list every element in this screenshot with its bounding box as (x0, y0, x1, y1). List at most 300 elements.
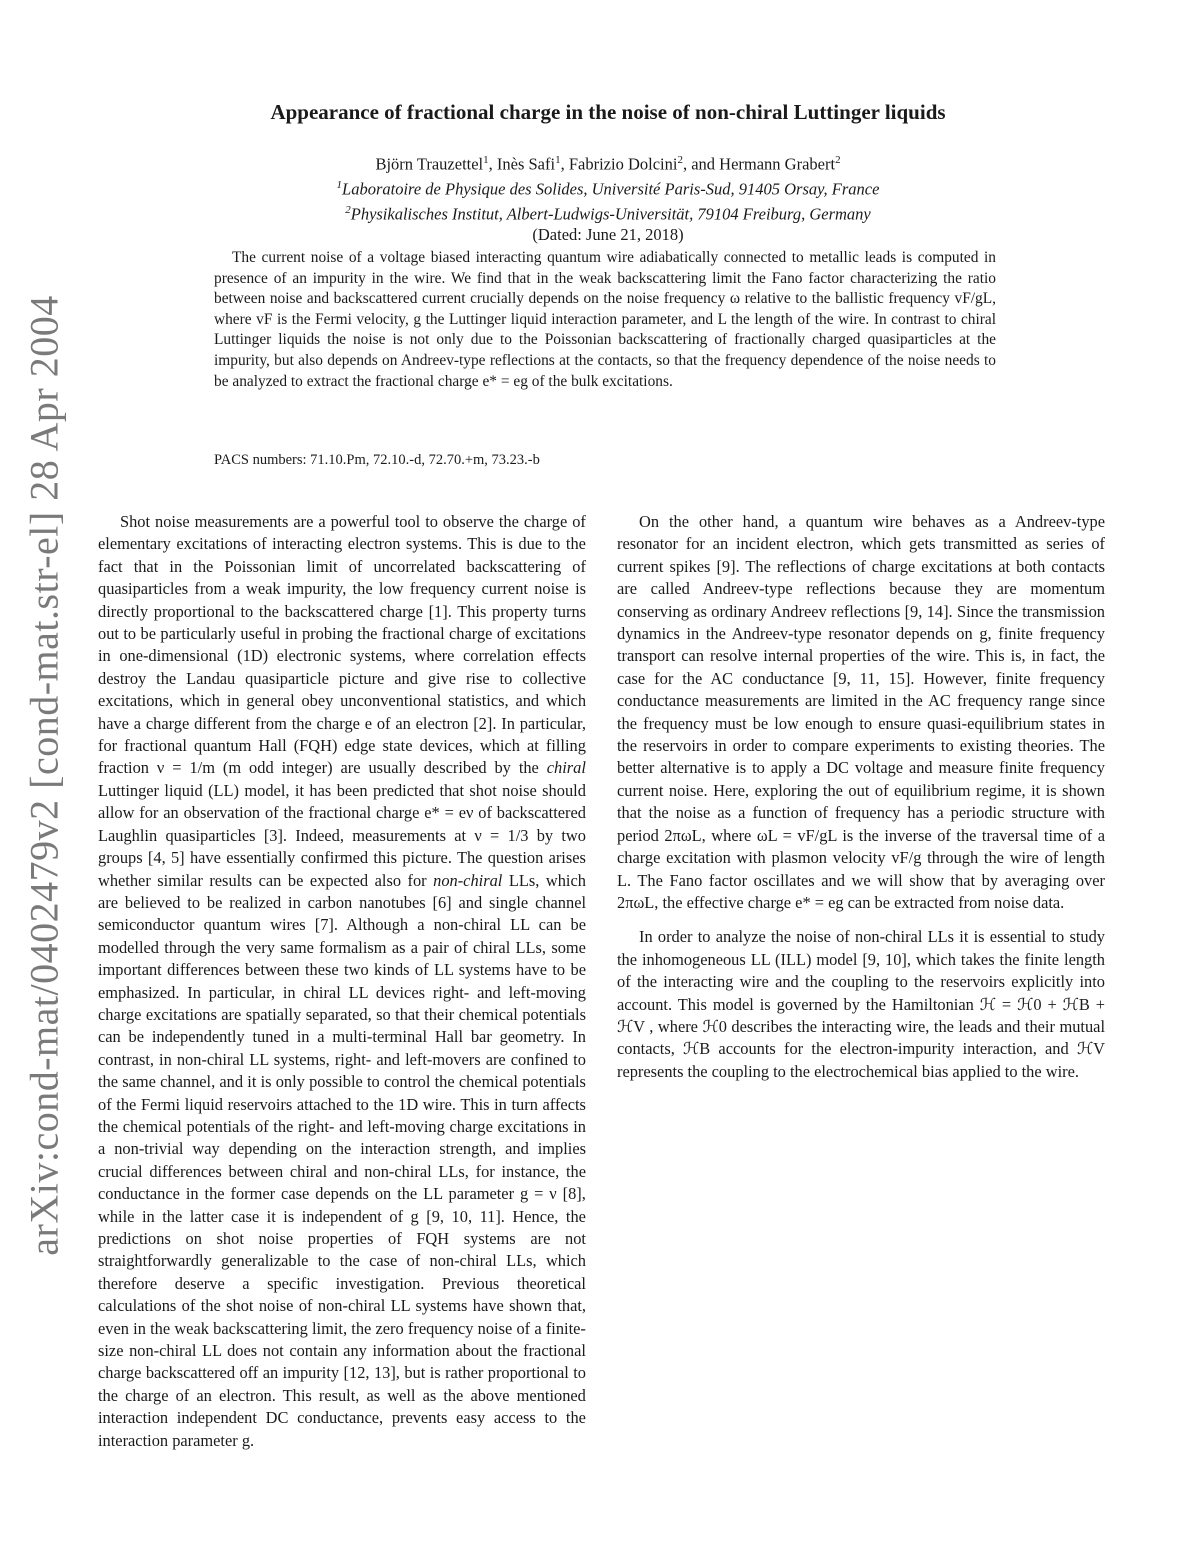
author-name: Inès Safi (496, 154, 556, 174)
body-word: of (572, 556, 586, 576)
body-word: been (336, 780, 368, 800)
body-word: [6] (432, 892, 452, 912)
body-word: properties (307, 1229, 374, 1248)
body-word: contain (289, 1341, 338, 1361)
body-word: multi-terminal (332, 1027, 428, 1047)
body-word: LL (423, 1184, 443, 1204)
body-word: the (200, 1296, 221, 1316)
body-word: the (193, 556, 214, 576)
body-word: LLs, (506, 1251, 537, 1271)
body-word: formalism (319, 937, 387, 957)
body-word: the (565, 1408, 586, 1428)
body-word: DC (265, 1408, 289, 1428)
body-word: wires (270, 915, 306, 935)
body-word: deserve (174, 1273, 225, 1293)
body-word: channel (535, 892, 587, 912)
body-word: devices, (419, 736, 473, 756)
body-word: is (260, 1072, 272, 1092)
body-word: limit (306, 556, 338, 576)
body-word: control (383, 1072, 431, 1092)
body-word: Hence, (512, 1206, 559, 1226)
body-word: potentials (522, 1072, 586, 1092)
body-word: also (374, 870, 402, 890)
body-word: filling (545, 736, 586, 756)
body-word: case (230, 1206, 260, 1226)
body-word: as (422, 1385, 437, 1405)
body-word: non-chiral (176, 1049, 245, 1069)
body-word: expected (309, 870, 369, 890)
affiliation-mark: 1 (336, 179, 343, 191)
body-word: Fermi (140, 1094, 181, 1114)
body-word: kinds (374, 960, 410, 980)
body-word: by (494, 758, 511, 778)
body-word: and (333, 1161, 358, 1181)
body-word: non-chiral (317, 1296, 386, 1316)
body-word: from (194, 579, 227, 599)
body-word: backscattered (496, 803, 586, 823)
body-word: charge (125, 1385, 169, 1405)
body-word: is (501, 534, 513, 554)
body-word: same (280, 937, 314, 957)
body-word: e (364, 713, 373, 733)
body-word: This (282, 1385, 312, 1405)
body-word: probing (301, 624, 353, 644)
body-word: in (282, 982, 296, 1002)
body-word: current (481, 579, 528, 599)
body-word: in (226, 691, 240, 711)
author-list: Björn Trauzettel$^1$, Inès Safi$^1$, Fabrizio Dolcini$^2$, and Hermann Grabert$^2$ (375, 154, 841, 174)
body-word: quasiparticles (98, 579, 189, 599)
body-word: noise (477, 1318, 513, 1338)
body-word: state (382, 736, 413, 756)
paper-title: Appearance of fractional charge in the noise of non-chiral Luttinger liquids (270, 100, 946, 124)
body-paragraph: On the other hand, a quantum wire behaves as a Andreev-type resonator for an incident electron, which gets transmitted as series of current spikes [9]. The reflections of charge excitations at both contacts are called Andreev-type reflections because they are momentum conserving as ordinary Andreev reflections [9, 14]. Since the transmission dynamics in the Andreev-type resonator depends on g, finite frequency transport can resolve internal properties of the wire. This is, in fact, the case for the AC conductance [9, 11, 15]. However, finite frequency conductance measurements are limited in the AC frequency range since the frequency must be low enough to ensure quasi-equilibrium states in the reservoirs in order to compare experiments to existing theories. The better alternative is to apply a DC voltage and measure finite frequency current noise. Here, exploring the out of equilibrium regime, it is shown that the noise as a function of frequency has a periodic structure with period 2πωL, where ωL = vF/gL is the inverse of the traversal time of a charge excitation with plasmon velocity vF/g through the wire of length L. The Fano factor oscillates and we will show that by averaging over 2πωL, the effective charge e* = eg can be extracted from noise data. (617, 512, 1105, 912)
body-word: of (264, 803, 279, 823)
body-word: due (518, 534, 543, 554)
body-word: liquid (184, 1094, 223, 1114)
body-word: separated, (305, 1004, 372, 1024)
body-word: through (164, 937, 216, 957)
body-word: electronic (276, 646, 342, 666)
body-word: that (133, 556, 159, 576)
body-word: some (551, 937, 586, 957)
body-word: is (575, 579, 586, 599)
emphasis-word: non-chiral (433, 870, 503, 890)
body-word: ν (474, 825, 482, 845)
body-word: implies (537, 1139, 587, 1159)
body-word: frequency (409, 579, 476, 599)
body-word: statistics, (448, 691, 509, 711)
body-word: similar (157, 870, 203, 890)
body-word: the (98, 1385, 119, 1405)
affiliation-mark: 2 (345, 204, 351, 216)
body-word: LL (249, 1049, 269, 1069)
body-word: are (485, 1049, 506, 1069)
body-word: in (288, 892, 301, 912)
body-word: powerful (330, 512, 390, 531)
body-word: investigation. (335, 1273, 425, 1293)
body-word: for (407, 870, 427, 890)
body-word: on (185, 1229, 202, 1248)
body-word: quantum (203, 915, 261, 935)
body-word: which (545, 870, 586, 890)
body-word: (FQH) (293, 736, 338, 756)
body-word: straightforwardly (98, 1251, 212, 1271)
body-word: whether (98, 870, 151, 890)
body-word: the (443, 1385, 464, 1405)
body-word: LL (202, 1341, 222, 1361)
body-word: off (239, 1363, 259, 1383)
body-word: = (534, 1184, 544, 1204)
body-word: [7]. (314, 915, 338, 935)
body-word: to (367, 1072, 380, 1092)
body-word: described (423, 758, 487, 778)
body-word: In (187, 982, 201, 1002)
body-word: particular, (519, 713, 586, 733)
body-word: and (515, 691, 540, 711)
body-word: measurements (352, 825, 446, 845)
body-word: in (133, 1318, 146, 1338)
body-word: question (487, 848, 544, 868)
body-word: measurements (194, 512, 289, 531)
body-word: can (258, 870, 282, 890)
body-word: only (275, 1072, 305, 1092)
body-word: which (179, 691, 220, 711)
body-word: a (417, 915, 425, 935)
author-affiliation-mark: 2 (677, 154, 683, 166)
body-word: different (194, 713, 251, 733)
body-word: former (230, 1184, 276, 1204)
body-word: the (283, 803, 304, 823)
body-word: chemical (458, 1004, 518, 1024)
body-word: chiral (303, 982, 341, 1002)
body-word: = (444, 803, 454, 823)
body-word: a (133, 713, 142, 733)
body-word: noise (502, 780, 537, 800)
body-word: quasiparticles (165, 825, 256, 845)
body-word: quantum (194, 736, 252, 756)
body-word: right- (297, 1116, 335, 1136)
body-word: bar (470, 1027, 492, 1047)
body-word: property (492, 601, 548, 621)
body-word: the (291, 713, 312, 733)
body-word: modelled (98, 937, 159, 957)
body-word: the (98, 1072, 119, 1092)
body-word: = (490, 825, 500, 845)
body-word: easy (456, 1408, 486, 1428)
body-word: be (570, 915, 587, 935)
body-word: attached (296, 1094, 352, 1114)
body-word: should (542, 780, 586, 800)
body-word: Previous (441, 1273, 500, 1293)
body-word: picture. (402, 848, 452, 868)
body-word: = (172, 758, 182, 778)
body-word: e* (424, 803, 440, 823)
body-word: have (472, 1296, 504, 1316)
body-word: (1D) (237, 646, 269, 666)
pacs-numbers: PACS numbers: 71.10.Pm, 72.10.-d, 72.70.+m, 73.23.-b (214, 452, 540, 468)
body-word: independently (151, 1027, 245, 1047)
body-word: left-moving (367, 1116, 445, 1136)
body-paragraph (98, 511, 586, 1452)
body-word: tool (394, 512, 421, 531)
body-word: the (98, 1116, 119, 1136)
body-word: shot (226, 1296, 254, 1316)
body-word: prevents (391, 1408, 448, 1428)
body-word: impurity, (286, 579, 347, 599)
body-word: zero (375, 1318, 404, 1338)
body-word: right- (432, 982, 470, 1002)
body-word: same (122, 1072, 156, 1092)
body-word: the (162, 1206, 183, 1226)
body-word: backscattered (284, 601, 374, 621)
body-word: integer) (281, 758, 333, 778)
body-word: In (501, 713, 515, 733)
body-word: the (518, 758, 539, 778)
body-word: the (565, 1161, 587, 1181)
body-word: particular, (208, 982, 276, 1002)
body-word: non-trivial (114, 1139, 184, 1159)
body-word: electron. (218, 1385, 276, 1405)
body-word: This (460, 1094, 490, 1114)
body-word: 1D (398, 1094, 419, 1114)
body-word: ν (549, 1184, 557, 1204)
body-word: allow (98, 803, 135, 823)
body-word: instance, (501, 1161, 560, 1181)
body-word: of (454, 937, 468, 957)
body-word: to (240, 601, 254, 621)
body-word: the (498, 512, 519, 531)
body-word: the (565, 534, 586, 554)
body-word: low (378, 579, 404, 599)
body-word: on (305, 1139, 323, 1159)
body-word: charge (316, 713, 360, 733)
body-word: effects (542, 646, 586, 666)
body-word: proportional (153, 601, 235, 621)
body-word: finite-size (98, 1318, 586, 1361)
body-word: systems. (406, 534, 463, 554)
body-word: two (344, 960, 369, 980)
body-word: collective (522, 668, 586, 688)
body-word: of (406, 1251, 421, 1271)
body-word: way (192, 1139, 220, 1159)
body-word: it (266, 1206, 276, 1226)
body-word: 5] (170, 848, 185, 868)
body-word: limit, (312, 1318, 348, 1338)
body-word: to (187, 892, 201, 912)
body-word: possible (309, 1072, 363, 1092)
body-word: to (552, 960, 566, 980)
body-word: have (189, 848, 221, 868)
body-word: an (163, 803, 179, 823)
body-word: theoretical (516, 1273, 586, 1293)
body-word: backscattering (213, 1318, 308, 1338)
body-word: in (296, 1027, 310, 1047)
right-column (617, 511, 1105, 1095)
body-word: any (343, 1341, 367, 1361)
body-word: obey (301, 691, 334, 711)
body-word: and (219, 1072, 244, 1092)
body-word: noise (258, 1229, 294, 1248)
body-word: fractional (124, 736, 187, 756)
body-word: give (427, 668, 457, 688)
body-word: the (156, 668, 177, 688)
body-word: the (497, 1341, 518, 1361)
body-word: conductance (98, 1184, 180, 1204)
body-word: it (247, 1072, 257, 1092)
body-word: [4, (147, 848, 166, 868)
body-word: interacting (272, 534, 343, 554)
body-word: non-chiral (129, 1341, 197, 1361)
body-word: therefore (98, 1273, 158, 1293)
body-word: fractional (523, 1341, 586, 1361)
body-word: of (389, 1206, 404, 1226)
body-word: This (457, 601, 487, 621)
emphasis-word: chiral (546, 758, 586, 778)
body-word: backscattered (145, 1363, 236, 1383)
body-word: potentials (186, 1116, 251, 1136)
body-word: rather (445, 1363, 484, 1383)
body-word: has (309, 780, 332, 800)
body-word: the (352, 579, 373, 599)
body-word: this (373, 848, 398, 868)
body-word: charge (449, 1116, 493, 1136)
body-word: 1/m (189, 758, 215, 778)
left-column (98, 511, 586, 1464)
body-word: charge (145, 713, 190, 733)
body-word: backscattering (466, 556, 562, 576)
body-word: charge (98, 1363, 142, 1383)
body-word: for (139, 803, 159, 823)
body-word: [8], (562, 1184, 586, 1204)
body-word: FQH (416, 1229, 450, 1248)
body-word: This (467, 534, 497, 554)
body-word: parameter (448, 1184, 515, 1204)
body-word: turn (511, 1094, 538, 1114)
body-word: tuned (252, 1027, 289, 1047)
body-word: charge (523, 512, 568, 531)
body-word: these (304, 960, 339, 980)
body-word: Poissonian (224, 556, 296, 576)
author-name: Björn Trauzettel (375, 154, 484, 174)
body-word: emphasized. (98, 982, 180, 1002)
body-word: have (516, 960, 547, 980)
body-word: noise (534, 579, 569, 599)
body-word: nanotubes (359, 892, 426, 912)
body-word: and (505, 1139, 529, 1159)
body-word: to (356, 1094, 369, 1114)
body-word: g (519, 1184, 529, 1204)
body-word: between (245, 960, 300, 980)
body-word: which (545, 1251, 586, 1271)
body-word: (m (222, 758, 242, 778)
body-word: LL (390, 1296, 411, 1316)
body-word: excitations (145, 1004, 217, 1024)
body-word: non-chiral (433, 915, 501, 935)
body-word: in (284, 624, 298, 644)
body-word: are (98, 892, 119, 912)
body-word: of (348, 556, 363, 576)
body-word: to (499, 668, 513, 688)
body-word: realized (229, 892, 282, 912)
body-word: noise (258, 1296, 294, 1316)
body-word: but (404, 1363, 426, 1383)
body-word: at (454, 825, 467, 845)
body-word: the (220, 937, 241, 957)
body-word: parameter (172, 1430, 238, 1450)
body-word: shown (509, 1296, 552, 1316)
body-word: of (254, 1116, 269, 1136)
body-word: results (209, 870, 253, 890)
body-word: general (246, 691, 295, 711)
body-word: the (339, 1251, 360, 1271)
body-word: excitations (497, 1116, 569, 1136)
body-word: LLs, (515, 937, 547, 957)
body-word: out (98, 624, 119, 644)
body-word: very (245, 937, 275, 957)
body-word: about (455, 1341, 492, 1361)
body-word: semiconductor (98, 915, 195, 935)
body-word: at (526, 736, 539, 756)
body-word: charge (98, 1004, 142, 1024)
body-word: the (565, 1206, 586, 1226)
body-word: shot (216, 1229, 244, 1248)
body-word: to (573, 1049, 586, 1069)
body-word: excitations (514, 624, 586, 644)
body-word: elementary (98, 534, 171, 554)
body-word: depending (228, 1139, 297, 1159)
body-word: interaction (360, 1139, 431, 1159)
body-word: Hall (258, 736, 287, 756)
body-word: generalizable (221, 1251, 309, 1271)
body-word: in (141, 1206, 155, 1226)
body-word: in (98, 646, 111, 666)
body-word: g (410, 1206, 419, 1226)
body-word: the (258, 601, 279, 621)
body-word: as (391, 937, 406, 957)
body-word: 11]. (479, 1206, 505, 1226)
body-word: [12, (343, 1363, 370, 1383)
body-word: interaction (98, 1408, 169, 1428)
body-word: while (98, 1206, 135, 1226)
body-word: uncorrelated (373, 556, 456, 576)
affiliation-text: Laboratoire de Physique des Solides, Université Paris-Sud, 91405 Orsay, France (342, 179, 880, 199)
body-word: shot (469, 780, 497, 800)
body-word: model, (244, 780, 290, 800)
body-word: spatially (245, 1004, 302, 1024)
body-word: it (294, 780, 305, 800)
author-affiliation-mark: 1 (483, 154, 489, 166)
body-word: does (227, 1341, 258, 1361)
body-word: one-dimensional (119, 646, 229, 666)
body-word: the (397, 1184, 418, 1204)
body-word: and (458, 892, 483, 912)
body-word: independent (176, 1408, 257, 1428)
body-word: to (317, 1251, 331, 1271)
body-word: charge (449, 624, 493, 644)
body-word: the (331, 1139, 352, 1159)
body-word: an (196, 1385, 212, 1405)
body-word: correlation (463, 646, 535, 666)
body-word: that (439, 780, 465, 800)
body-word: above (470, 1385, 510, 1405)
body-word: the (273, 1116, 294, 1136)
body-word: LLs, (508, 870, 540, 890)
body-word: are (340, 758, 361, 778)
body-word: in (169, 556, 183, 576)
body-word: Shot (120, 512, 151, 531)
body-word: particularly (160, 624, 236, 644)
